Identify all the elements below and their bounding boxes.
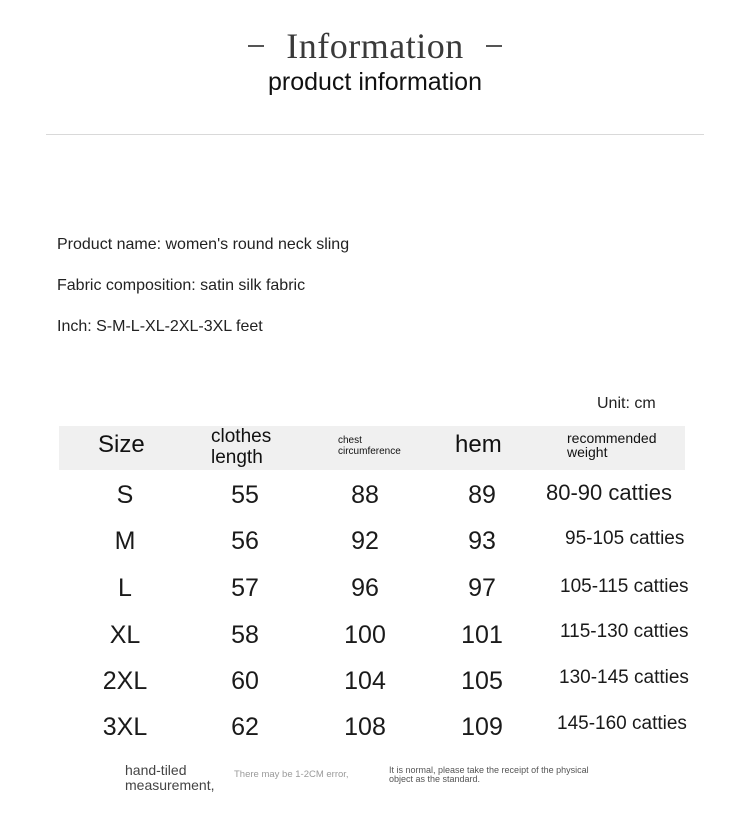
cell-hem: 109 bbox=[461, 713, 503, 741]
header-weight bbox=[567, 431, 657, 459]
measurement-note-line2: measurement, bbox=[125, 777, 215, 794]
size-range-line: Inch: S-M-L-XL-2XL-3XL feet bbox=[57, 318, 263, 335]
title-row bbox=[0, 22, 750, 70]
cell-weight: 105-115 catties bbox=[560, 576, 689, 597]
cell-length: 55 bbox=[231, 481, 259, 509]
cell-weight: 145-160 catties bbox=[557, 713, 687, 734]
cell-hem: 89 bbox=[468, 481, 496, 509]
cell-chest: 100 bbox=[344, 621, 386, 649]
cell-size: 3XL bbox=[102, 713, 148, 741]
cell-hem: 93 bbox=[468, 527, 496, 555]
cell-length: 60 bbox=[231, 667, 259, 695]
fabric-line: Fabric composition: satin silk fabric bbox=[57, 277, 306, 294]
cell-size: S bbox=[116, 481, 134, 509]
header-length-line2: length bbox=[211, 446, 263, 468]
cell-length: 56 bbox=[231, 527, 259, 555]
header-chest-line1: chest bbox=[338, 435, 362, 446]
unit-label: Unit: cm bbox=[597, 395, 656, 412]
cell-size: M bbox=[114, 527, 136, 555]
page-title: Information bbox=[286, 26, 464, 66]
product-name-line: Product name: women's round neck sling bbox=[57, 236, 350, 253]
header-chest bbox=[338, 435, 401, 457]
cell-length: 57 bbox=[231, 574, 259, 602]
cell-chest: 104 bbox=[344, 667, 386, 695]
cell-weight: 95-105 catties bbox=[565, 528, 685, 549]
header-length-line1: clothes bbox=[211, 426, 272, 447]
header-clothes-length bbox=[211, 427, 271, 469]
cell-chest: 96 bbox=[351, 574, 379, 602]
cell-weight: 115-130 catties bbox=[560, 621, 689, 642]
standard-note-line1: It is normal, please take the receipt of the physical bbox=[389, 765, 589, 775]
error-note: There may be 1-2CM error, bbox=[234, 769, 349, 780]
cell-chest: 108 bbox=[344, 713, 386, 741]
cell-length: 58 bbox=[231, 621, 259, 649]
page-subtitle: product information bbox=[267, 68, 482, 96]
standard-note bbox=[389, 766, 629, 785]
header-chest-line2: circumference bbox=[338, 446, 401, 457]
header-hem: hem bbox=[455, 431, 502, 458]
cell-chest: 88 bbox=[351, 481, 379, 509]
standard-note-line2: object as the standard. bbox=[389, 774, 481, 785]
cell-chest: 92 bbox=[351, 527, 379, 555]
measurement-note bbox=[125, 763, 214, 794]
header-weight-line2: weight bbox=[567, 444, 608, 460]
header-divider bbox=[46, 134, 704, 135]
cell-size: 2XL bbox=[102, 667, 148, 695]
cell-hem: 105 bbox=[461, 667, 503, 695]
title-dash-left bbox=[248, 45, 264, 47]
title-dash-right bbox=[486, 45, 502, 47]
cell-size: L bbox=[118, 574, 132, 602]
header-weight-line1: recommended bbox=[567, 430, 657, 446]
cell-size: XL bbox=[109, 621, 141, 649]
cell-length: 62 bbox=[231, 713, 259, 741]
cell-weight: 80-90 catties bbox=[546, 480, 672, 505]
cell-hem: 101 bbox=[461, 621, 503, 649]
cell-hem: 97 bbox=[468, 574, 496, 602]
cell-weight: 130-145 catties bbox=[559, 667, 689, 688]
measurement-note-line1: hand-tiled bbox=[125, 762, 187, 778]
header-size: Size bbox=[98, 431, 145, 458]
